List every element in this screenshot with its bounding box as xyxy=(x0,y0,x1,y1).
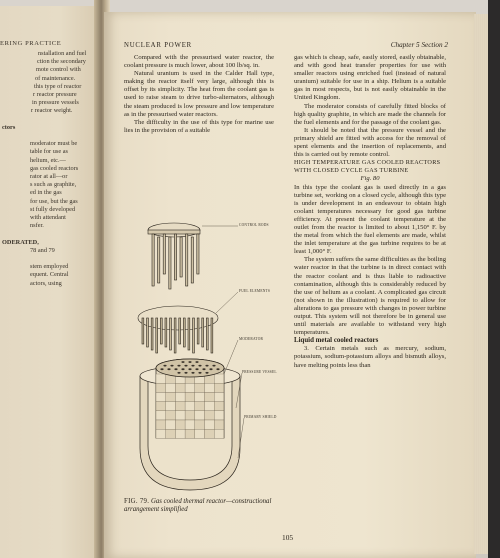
reactor-figure xyxy=(126,208,276,498)
fuel-channel xyxy=(195,361,198,363)
left-page-line: for use, but the gas xyxy=(30,197,78,205)
book-cover-edge xyxy=(488,0,500,558)
moderator-block xyxy=(205,392,215,401)
paragraph: The moderator consists of carefully fitted blocks of high quality graphite, in which are made the channels for the fuel elements and for the passage of the coolant gas. xyxy=(294,102,446,126)
left-page-line: stem employed xyxy=(30,263,69,271)
fuel-channel xyxy=(181,368,184,370)
left-page-line: this type of reactor xyxy=(34,82,82,90)
fuel-channel xyxy=(216,368,219,370)
section-figure-reference: Fig. 80 xyxy=(360,175,380,183)
left-page xyxy=(0,6,100,558)
fuel-element xyxy=(206,318,208,350)
moderator-block xyxy=(185,392,195,401)
paragraph: Natural uranium is used in the Calder Hall type, making the reactor itself very large, although this is offset by its simplicity. The heat from the coolant gas is used to raise steam to drive turbo-alternators, although the steam produced is low pressure and low temperature as in the pressurised water reactors. xyxy=(124,70,274,118)
left-page-line: s such as graphite, xyxy=(30,181,77,189)
fuel-element xyxy=(188,318,190,350)
fuel-elements-label: FUEL ELEMENTS xyxy=(239,289,271,293)
page-number: 105 xyxy=(282,533,294,542)
control-rod xyxy=(186,234,188,286)
fuel-channel xyxy=(198,365,201,367)
left-page-header: ERING PRACTICE xyxy=(0,40,62,47)
figure-number: FIG. 79. xyxy=(124,498,150,505)
left-page-line: ctors xyxy=(2,123,16,131)
moderator-block xyxy=(185,383,195,392)
control-rod xyxy=(174,234,176,280)
left-page-line: nstallation and fuel xyxy=(38,50,87,57)
left-page-line: in pressure vessels xyxy=(32,99,79,107)
fuel-channel xyxy=(212,365,215,367)
left-page-line: st fully developed xyxy=(30,205,76,213)
control-rod xyxy=(158,237,160,283)
control-rod xyxy=(191,237,193,283)
control-rod xyxy=(163,234,165,274)
fuel-channel xyxy=(209,368,212,370)
fuel-channel xyxy=(181,361,184,363)
left-page-line: ction the secondary xyxy=(37,58,86,66)
fuel-channel xyxy=(184,372,187,374)
fuel-channel xyxy=(191,372,194,374)
moderator-block xyxy=(175,402,185,411)
moderator-block xyxy=(156,374,166,383)
fuel-channel xyxy=(160,368,163,370)
moderator-block xyxy=(195,429,205,438)
control-rods-illustration xyxy=(148,223,200,289)
paragraph: In this type the coolant gas is used directly in a gas turbine set, working on a closed cycle, although this type is under development in an endeavour to obtain high coolant temperatures necessary for good gas turbine efficiency. At present the coolant temperature at the outlet from the reactor is limited to about 1,150° F. by the metal from which the fuel elements are made, whilst the inlet temperature at the gas turbine requires to be at least 1,000° F. xyxy=(294,183,446,256)
fuel-channel xyxy=(167,368,170,370)
left-page-line: ed in the gas xyxy=(30,189,62,197)
fuel-element xyxy=(197,318,199,344)
paragraph: It should be noted that the pressure vessel and the primary shield are fitted with access for the removal of spent elements and the insertion of replacements, and this is carried out by remote control. xyxy=(294,126,446,159)
liquid-metal-heading: Liquid metal cooled reactors xyxy=(294,337,379,345)
moderator-block xyxy=(166,429,176,438)
moderator-block xyxy=(195,392,205,401)
moderator-block xyxy=(205,420,215,429)
moderator-block xyxy=(156,411,166,420)
moderator-block xyxy=(195,402,205,411)
paragraph: Compared with the pressurised water reactor, the coolant pressure is much lower, about 100 lb/sq. in. xyxy=(124,54,274,70)
moderator-block xyxy=(195,383,205,392)
fuel-element xyxy=(147,318,149,347)
fuel-element xyxy=(165,318,167,347)
fuel-channel xyxy=(191,365,194,367)
fuel-elements-illustration xyxy=(138,306,218,353)
moderator-label: MODERATOR xyxy=(239,337,264,341)
left-page-line: r reactor pressure xyxy=(33,91,77,98)
control-rod xyxy=(152,234,154,286)
moderator-block xyxy=(214,420,224,429)
moderator-block xyxy=(156,402,166,411)
fuel-element xyxy=(156,318,158,353)
fuel-element xyxy=(142,318,144,344)
fuel-element xyxy=(174,318,176,353)
moderator-block xyxy=(166,420,176,429)
left-page-line: gas cooled reactors xyxy=(30,164,79,172)
fuel-element xyxy=(179,318,181,344)
figure-caption-text: Gas cooled thermal reactor—constructional arrangement simplified xyxy=(124,498,272,514)
fuel-channel xyxy=(202,368,205,370)
fuel-channel xyxy=(170,365,173,367)
moderator-block xyxy=(195,411,205,420)
control-rod xyxy=(180,237,182,277)
moderator-block xyxy=(205,383,215,392)
moderator-block xyxy=(195,420,205,429)
chapter-section-header: Chapter 5 Section 2 xyxy=(390,41,448,49)
moderator-block xyxy=(166,383,176,392)
fuel-element xyxy=(193,318,195,353)
moderator-block xyxy=(205,402,215,411)
moderator-block xyxy=(205,429,215,438)
left-page-line: ODERATED, xyxy=(2,238,39,246)
left-page-line: nsfer. xyxy=(30,222,44,230)
running-header: NUCLEAR POWER xyxy=(124,42,192,49)
moderator-block xyxy=(156,383,166,392)
fuel-channel xyxy=(174,368,177,370)
control-rod xyxy=(169,237,171,289)
moderator-block xyxy=(175,429,185,438)
moderator-block xyxy=(156,420,166,429)
moderator-block xyxy=(175,383,185,392)
paragraph: gas which is cheap, safe, easily stored, easily obtainable, and with good heat transfer properties for use with smaller reactors using enriched fuel (instead of natural uranium) suitable for use in a ship. Helium is a suitable gas in most respects, but is not easily obtainable in the United Kingdom. xyxy=(294,54,446,102)
moderator-block xyxy=(156,429,166,438)
control-rods-label: CONTROL RODS xyxy=(239,223,269,227)
fuel-channel xyxy=(188,368,191,370)
left-column xyxy=(124,54,274,135)
fuel-channel xyxy=(198,372,201,374)
left-page-line: table for use as xyxy=(30,148,68,156)
left-page-line: 78 and 79 xyxy=(30,246,55,254)
moderator-block xyxy=(175,411,185,420)
fuel-channel xyxy=(184,365,187,367)
fuel-channel xyxy=(195,368,198,370)
left-page-line: actors, using xyxy=(30,279,62,287)
moderator-block xyxy=(156,392,166,401)
left-page-line: with attendant xyxy=(30,214,66,221)
fuel-channel xyxy=(205,365,208,367)
moderator-block xyxy=(175,420,185,429)
moderator-block xyxy=(185,411,195,420)
primary-shield-label: PRIMARY SHIELD xyxy=(244,415,277,419)
moderator-block xyxy=(185,402,195,411)
left-page-line: of maintenance. xyxy=(35,74,76,82)
moderator-block xyxy=(214,411,224,420)
paragraph: The system suffers the same difficulties as the boiling water reactor in that the turbine is in direct contact with the reactor coolant and is thus liable to radioactive contamination, although this is considerably reduced by the use of helium as a coolant. A complicated gas circuit (not shown in the illustration) is required to allow for alterations to gas pressure with changes in power turbine output. This system will not therefore be in general use until materials are available to withstand very high temperatures. xyxy=(294,256,446,337)
paragraph: 3. Certain metals such as mercury, sodium, potassium, sodium-potassium alloys and bismuth alloys, have melting points less than xyxy=(294,345,446,369)
fuel-channel xyxy=(205,372,208,374)
fuel-element xyxy=(160,318,162,344)
right-column xyxy=(294,54,446,370)
paragraph: The difficulty in the use of this type for marine use lies in the provision of a suitable xyxy=(124,118,274,134)
left-page-line: rator at all—or xyxy=(30,173,68,180)
moderator-block xyxy=(166,411,176,420)
section-heading-continued: WITH CLOSED CYCLE GAS TURBINE xyxy=(294,167,409,175)
moderator-block xyxy=(214,429,224,438)
fuel-element xyxy=(202,318,204,347)
pressure-vessel-label: PRESSURE VESSEL xyxy=(242,370,277,374)
moderator-block xyxy=(214,383,224,392)
moderator-block xyxy=(214,402,224,411)
left-page-line: equent. Central xyxy=(30,271,69,279)
moderator-block xyxy=(214,374,224,383)
section-heading: HIGH TEMPERATURE GAS COOLED REACTORS xyxy=(294,159,441,167)
moderator-block xyxy=(205,411,215,420)
fuel-channel xyxy=(177,365,180,367)
moderator-block xyxy=(175,392,185,401)
fuel-channel xyxy=(177,372,180,374)
fuel-element xyxy=(183,318,185,347)
reactor-diagram xyxy=(126,208,276,498)
moderator-block xyxy=(166,402,176,411)
figure-caption xyxy=(124,498,274,515)
fuel-channel xyxy=(163,365,166,367)
control-rod xyxy=(197,234,199,274)
fuel-element xyxy=(151,318,153,350)
fuel-element xyxy=(170,318,172,350)
left-page-line: mote control with xyxy=(36,66,81,74)
moderator-block xyxy=(185,429,195,438)
left-page-line: helium, etc.— xyxy=(30,156,66,164)
fuel-element xyxy=(211,318,213,353)
moderator-block xyxy=(166,392,176,401)
right-page xyxy=(104,12,476,558)
left-page-line: r reactor weight. xyxy=(31,107,73,115)
fuel-channel xyxy=(188,361,191,363)
moderator-block xyxy=(185,420,195,429)
moderator-block xyxy=(214,392,224,401)
pressure-vessel-illustration xyxy=(140,359,240,490)
left-page-line: moderator must be xyxy=(30,140,78,148)
